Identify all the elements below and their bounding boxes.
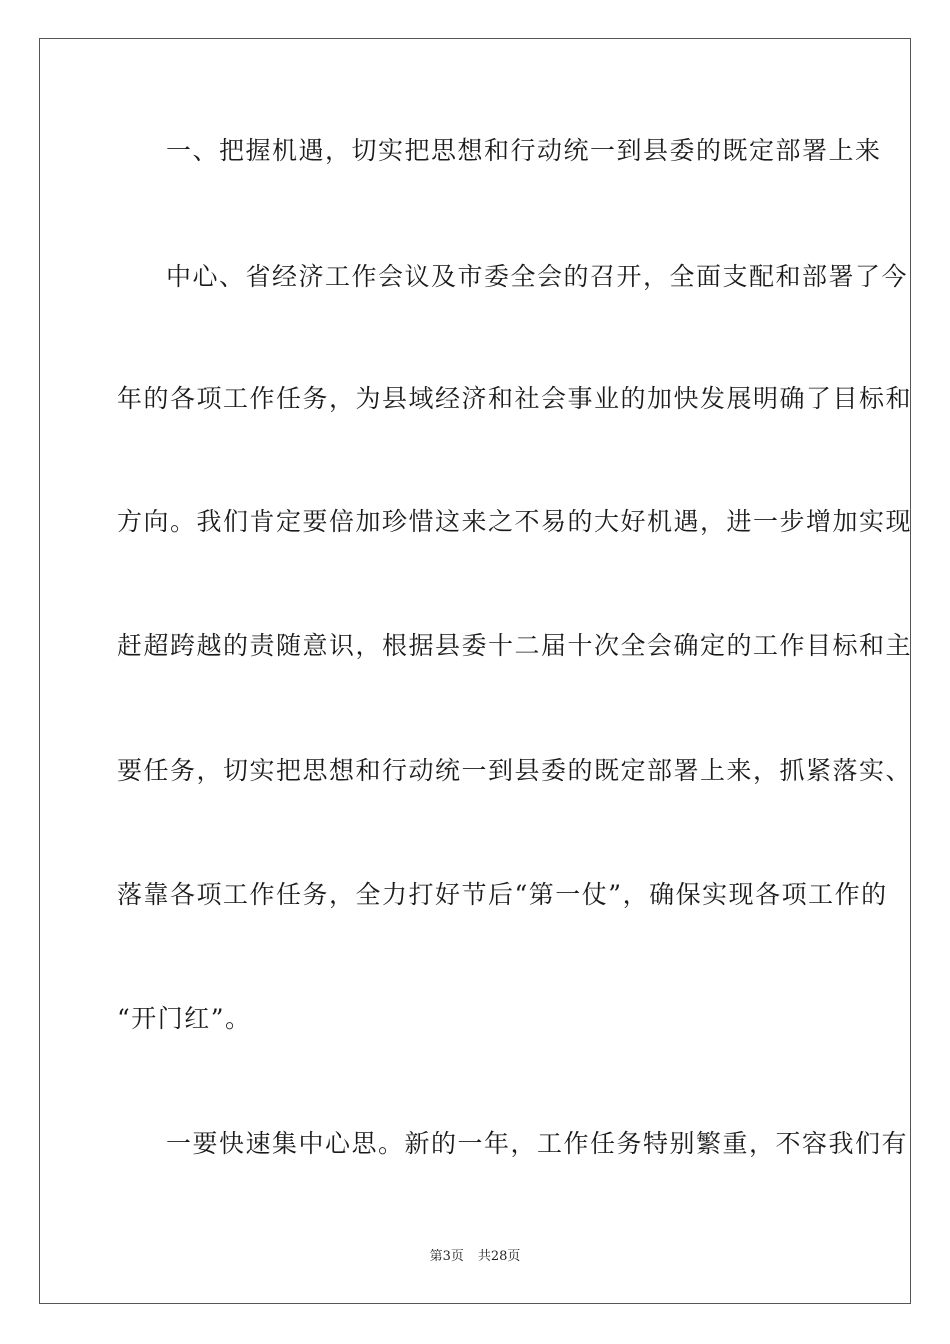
paragraph-line: 中心、省经济工作会议及市委全会的召开，全面支配和部署了今 xyxy=(166,262,909,291)
page-total: 共28页 xyxy=(477,1249,521,1264)
paragraph-line: “开门红”。 xyxy=(117,1004,252,1033)
page-footer xyxy=(0,1248,950,1266)
paragraph-line: 方向。我们肯定要倍加珍惜这来之不易的大好机遇，进一步增加实现 xyxy=(117,507,913,536)
section-heading: 一、把握机遇，切实把思想和行动统一到县委的既定部署上来 xyxy=(166,136,882,165)
page-border xyxy=(39,38,911,1304)
paragraph-line: 赶超跨越的责随意识，根据县委十二届十次全会确定的工作目标和主 xyxy=(117,631,913,660)
page-number: 第3页 xyxy=(429,1249,464,1264)
paragraph-line: 落靠各项工作任务，全力打好节后“第一仗”，确保实现各项工作的 xyxy=(117,880,888,909)
paragraph-line: 年的各项工作任务，为县域经济和社会事业的加快发展明确了目标和 xyxy=(117,384,913,413)
paragraph-line: 要任务，切实把思想和行动统一到县委的既定部署上来，抓紧落实、 xyxy=(117,756,913,785)
paragraph-line: 一要快速集中心思。新的一年，工作任务特别繁重，不容我们有 xyxy=(166,1129,909,1158)
